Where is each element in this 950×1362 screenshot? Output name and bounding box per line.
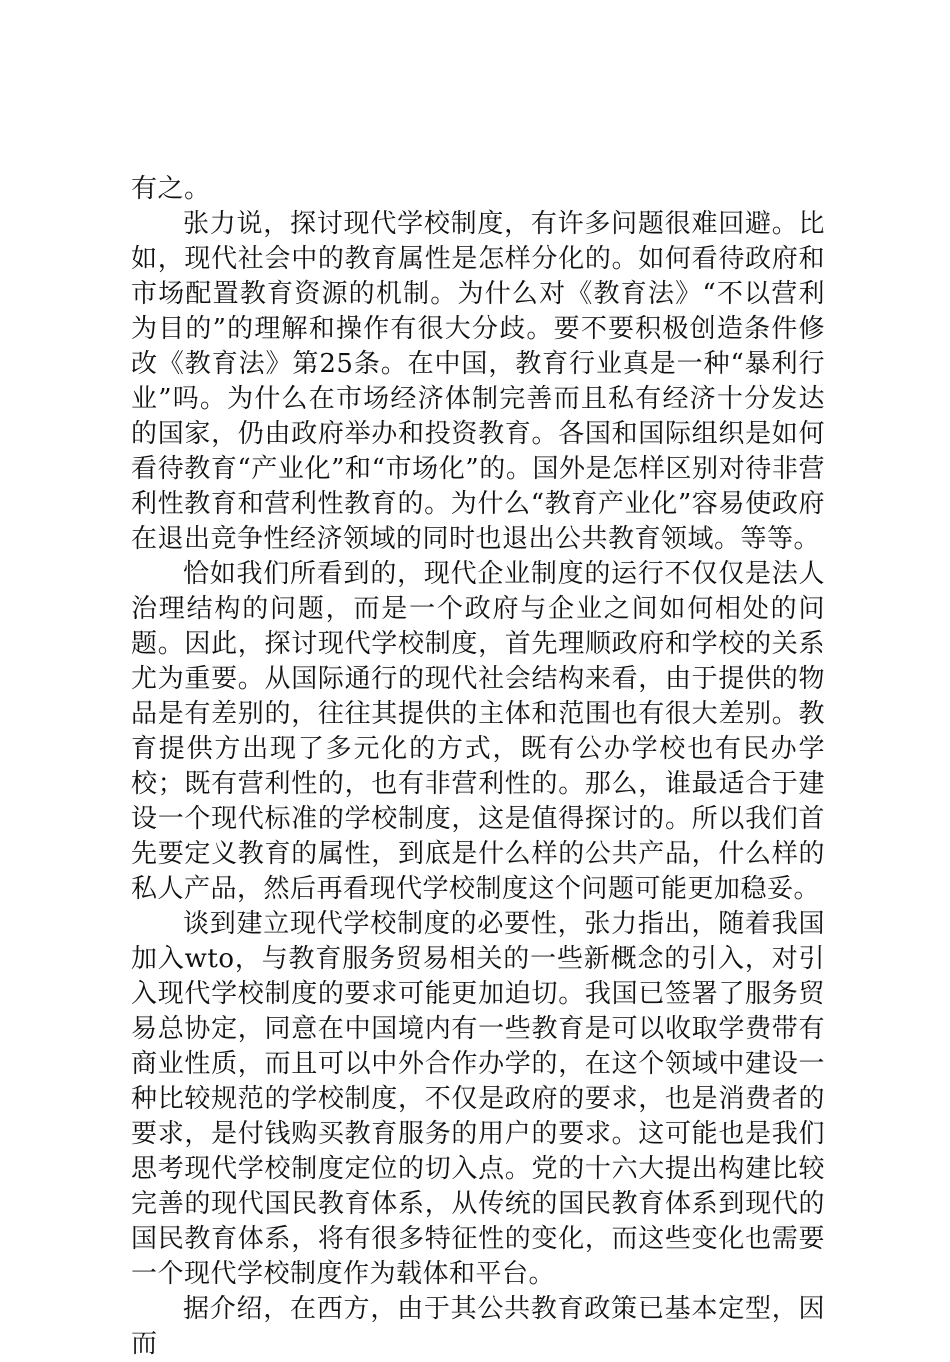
paragraph: 据介绍，在西方，由于其公共教育政策已基本定型，因而 [131, 1294, 825, 1359]
paragraph: 谈到建立现代学校制度的必要性，张力指出，随着我国加入wto，与教育服务贸易相关的一些新概念的引入，对引入现代学校制度的要求可能更加迫切。我国已签署了服务贸易总协定，同意在中国境内有一些教育是可以收取学费带有商业性质，而且可以中外合作办学的，在这个领域中建设一种比较规范的学校制度，不仅是政府的要求，也是消费者的要求，是付钱购买教育服务的用户的要求。这可能也是我们思考现代学校制度定位的切入点。党的十六大提出构建比较完善的现代国民教育体系，从传统的国民教育体系到现代的国民教育体系，将有很多特征性的变化，而这些变化也需要一个现代学校制度作为载体和平台。 [131, 909, 825, 1289]
paragraph: 恰如我们所看到的，现代企业制度的运行不仅仅是法人治理结构的问题，而是一个政府与企业之间如何相处的问题。因此，探讨现代学校制度，首先理顺政府和学校的关系尤为重要。从国际通行的现代社会结构来看，由于提供的物品是有差别的，往往其提供的主体和范围也有很大差别。教育提供方出现了多元化的方式，既有公办学校也有民办学校；既有营利性的，也有非营利性的。那么，谁最适合于建设一个现代标准的学校制度，这是值得探讨的。所以我们首先要定义教育的属性，到底是什么样的公共产品，什么样的私人产品，然后再看现代学校制度这个问题可能更加稳妥。 [131, 559, 825, 904]
paragraph: 张力说，探讨现代学校制度，有许多问题很难回避。比如，现代社会中的教育属性是怎样分化的。如何看待政府和市场配置教育资源的机制。为什么对《教育法》“不以营利为目的”的理解和操作有很大分歧。要不要积极创造条件修改《教育法》第25条。在中国，教育行业真是一种“暴利行业”吗。为什么在市场经济体制完善而且私有经济十分发达的国家，仍由政府举办和投资教育。各国和国际组织是如何看待教育“产业化”和“市场化”的。国外是怎样区别对待非营利性教育和营利性教育的。为什么“教育产业化”容易使政府在退出竞争性经济领域的同时也退出公共教育领域。等等。 [131, 209, 825, 554]
paragraph-continuation: 有之。 [131, 174, 211, 204]
document-body [131, 172, 825, 1362]
